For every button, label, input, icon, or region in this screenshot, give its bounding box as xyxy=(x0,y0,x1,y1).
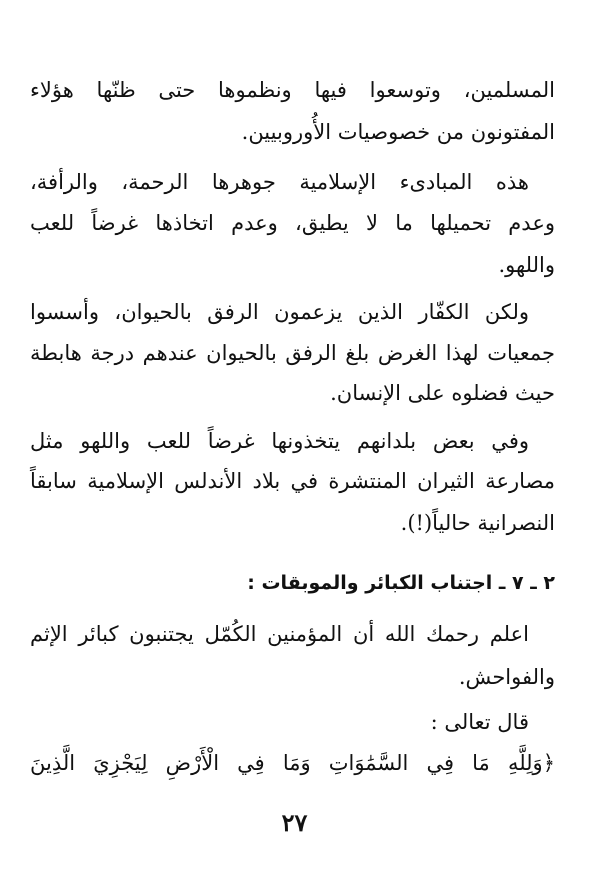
text-line: النصرانية حالياً(!). xyxy=(400,511,555,535)
text-line: جمعيات لهذا الغرض بلغ الرفق بالحيوان عندهم درجة هابطة xyxy=(30,341,555,365)
quran-verse-line: ﴿وَلِلَّهِ مَا فِي السَّمَٰوَاتِ وَمَا فِي الْأَرْضِ لِيَجْزِيَ الَّذِينَ xyxy=(30,751,555,775)
text-line: مصارعة الثيران المنتشرة في بلاد الأندلس الإسلامية سابقاً xyxy=(30,469,555,493)
text-line: المسلمين، وتوسعوا فيها ونظموها حتى ظنّها هؤلاء xyxy=(30,78,555,102)
text-line: والفواحش. xyxy=(458,665,555,689)
text-line: وعدم تحميلها ما لا يطيق، وعدم اتخاذها غرضاً للعب xyxy=(30,211,555,235)
text-line: وفي بعض بلدانهم يتخذونها غرضاً للعب واللهو مثل xyxy=(30,429,529,453)
text-line: المفتونون من خصوصيات الأُوروبيين. xyxy=(241,120,555,144)
text-line: واللهو. xyxy=(498,253,555,277)
page-number: ٢٧ xyxy=(281,808,308,837)
text-line: هذه المبادىء الإسلامية جوهرها الرحمة، والرأفة، xyxy=(30,170,529,194)
text-line: حيث فضلوه على الإنسان. xyxy=(330,381,555,405)
section-heading: ٢ ـ ٧ ـ اجتناب الكبائر والموبقات : xyxy=(247,572,555,594)
text-line: قال تعالى : xyxy=(430,710,529,734)
text-line: اعلم رحمك الله أن المؤمنين الكُمّل يجتنبون كبائر الإثم xyxy=(30,622,529,646)
text-line: ولكن الكفّار الذين يزعمون الرفق بالحيوان، وأسسوا xyxy=(30,300,529,324)
